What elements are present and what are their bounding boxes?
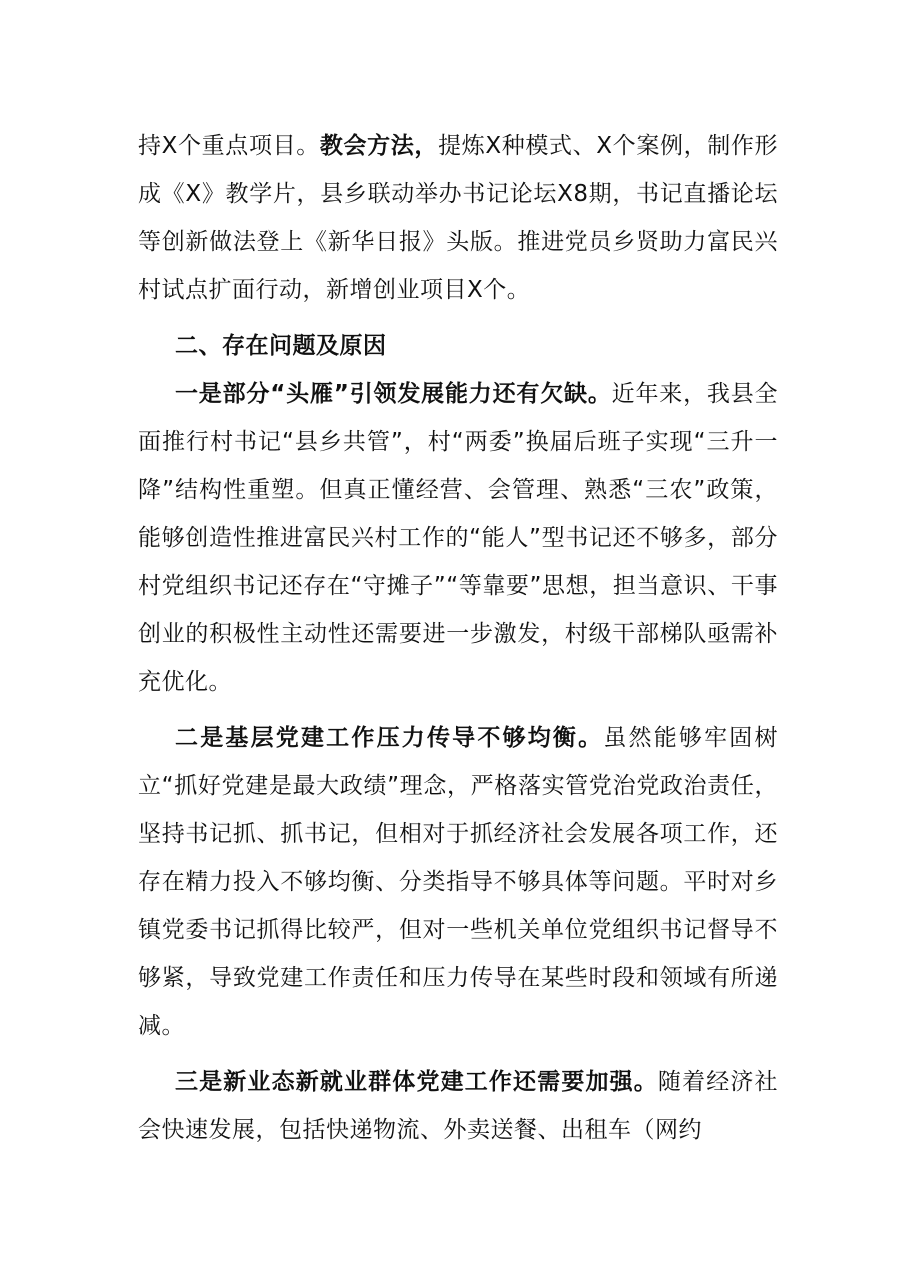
- paragraph-lead-title: 二是基层党建工作压力传导不够均衡。: [175, 725, 604, 751]
- paragraph-text: 持X个重点项目。: [138, 133, 320, 159]
- paragraph-problem-1: [138, 370, 778, 706]
- paragraph-problem-2: [138, 714, 778, 1050]
- paragraph-text: 提炼X种模式、X个案例，制作形成《X》教学片，县乡联动举办书记论坛X8期，书记直播论坛等创新做法登上《新华日报》头版。推进党员乡贤助力富民兴村试点扩面行动，新增创业项目X个。: [138, 133, 779, 303]
- paragraph-text: 随着经济社会快速发展，包括快递物流、外卖送餐、出租车（网约: [138, 1069, 779, 1143]
- paragraph-text: 虽然能够牢固树立“抓好党建是最大政绩”理念，严格落实管党治党政治责任，坚持书记抓、抓书记，但相对于抓经济社会发展各项工作，还存在精力投入不够均衡、分类指导不够具体等问题。平时对乡镇党委书记抓得比较严，但对一些机关单位党组织书记督导不够紧，导致党建工作责任和压力传导在某些时段和领域有所递减。: [138, 725, 779, 1039]
- paragraph-lead-title: 三是新业态新就业群体党建工作还需要加强。: [175, 1069, 658, 1095]
- section-heading: 二、存在问题及原因: [175, 333, 387, 359]
- paragraph-continuation: [138, 122, 778, 314]
- document-body: [138, 122, 778, 1154]
- paragraph-bold-phrase: 教会方法，: [319, 133, 439, 159]
- paragraph-lead-title: 一是部分“头雁”引领发展能力还有欠缺。: [175, 381, 612, 407]
- paragraph-problem-3: [138, 1058, 778, 1154]
- paragraph-text: 近年来，我县全面推行村书记“县乡共管”，村“两委”换届后班子实现“三升一降”结构性重塑。但真正懂经营、会管理、熟悉“三农”政策，能够创造性推进富民兴村工作的“能人”型书记还不够多，部分村党组织书记还存在“守摊子”“等靠要”思想，担当意识、干事创业的积极性主动性还需要进一步激发，村级干部梯队亟需补充优化。: [138, 381, 779, 695]
